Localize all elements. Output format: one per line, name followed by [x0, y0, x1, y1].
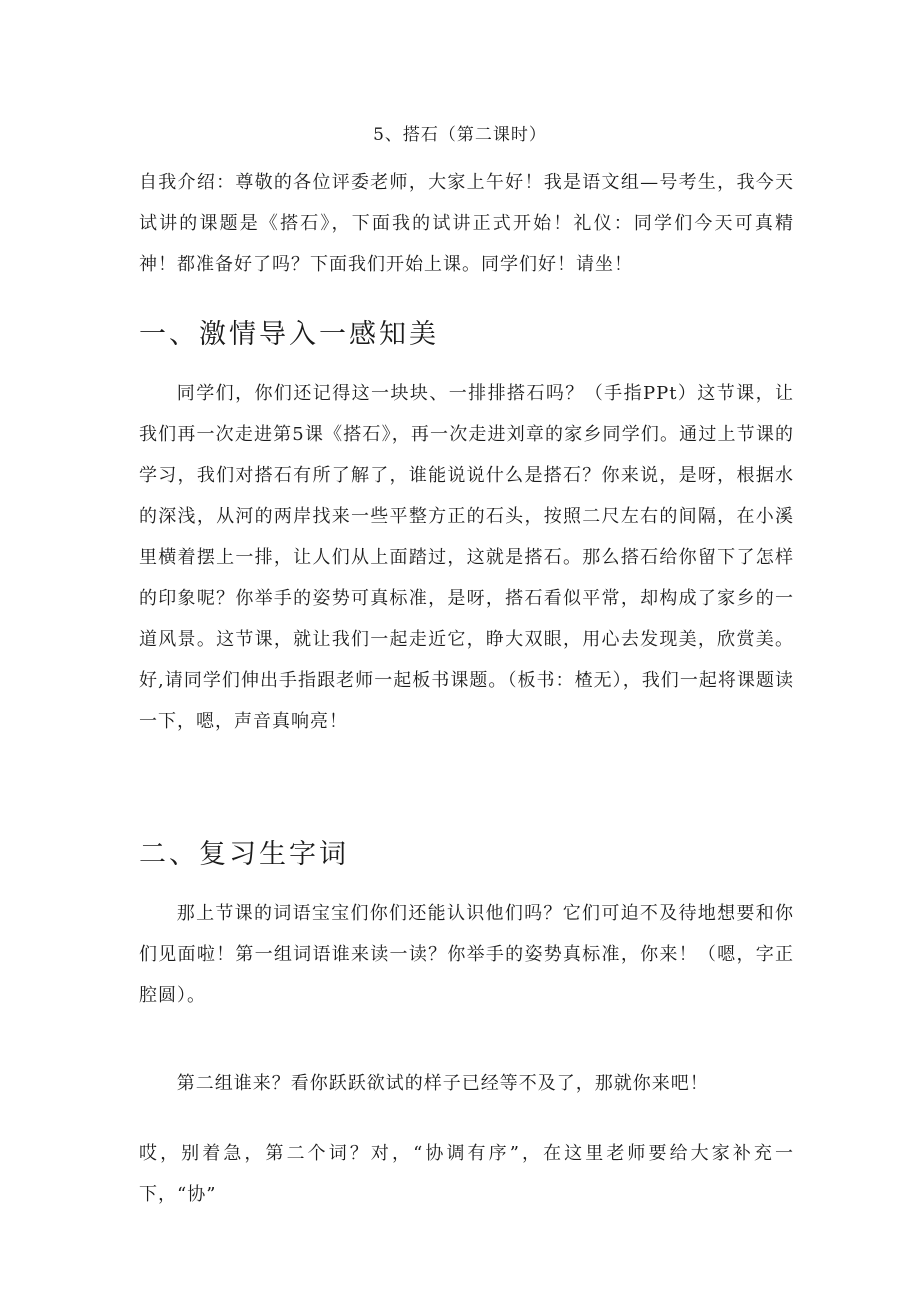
document-title: 5、搭石（第二课时） — [373, 125, 547, 145]
section-1-heading: 一、激情导入一感知美 — [139, 319, 439, 350]
section-2-paragraph-2: 第二组谁来？看你跃跃欲试的样子已经等不及了，那就你来吧！ — [176, 1073, 709, 1094]
section-2-paragraph-1: 那上节课的词语宝宝们你们还能认识他们吗？它们可迫不及待地想要和你们见面啦！第一组词语谁来读一读？你举手的姿势真标准，你来！（嗯，字正腔圆）。 — [139, 903, 794, 1006]
intro-paragraph: 自我介绍：尊敬的各位评委老师，大家上午好！我是语文组—号考生，我今天试讲的课题是《搭石》，下面我的试讲正式开始！礼仪：同学们今天可真精神！都准备好了吗？下面我们开始上课。同学们好！请坐！ — [139, 172, 794, 275]
section-2-paragraph-3: 哎，别着急，第二个词？对，“协调有序”，在这里老师要给大家补充一下，“协” — [139, 1143, 794, 1205]
section-2-heading: 二、复习生字词 — [139, 839, 349, 870]
section-1-paragraph: 同学们，你们还记得这一块块、一排排搭石吗？（手指PPt）这节课，让我们再一次走进第5课《搭石》，再一次走进刘章的家乡同学们。通过上节课的学习，我们对搭石有所了解了，谁能说说什么是搭石？你来说，是呀，根据水的深浅，从河的两岸找来一些平整方正的石头，按照二尺左右的间隔，在小溪里横着摆上一排，让人们从上面踏过，这就是搭石。那么搭石给你留下了怎样的印象呢？你举手的姿势可真标准，是呀，搭石看似平常，却构成了家乡的一道风景。这节课，就让我们一起走近它，睁大双眼，用心去发现美，欣赏美。好,请同学们伸出手指跟老师一起板书课题。（板书：楂无），我们一起将课题读一下，嗯，声音真响亮！ — [139, 383, 794, 732]
